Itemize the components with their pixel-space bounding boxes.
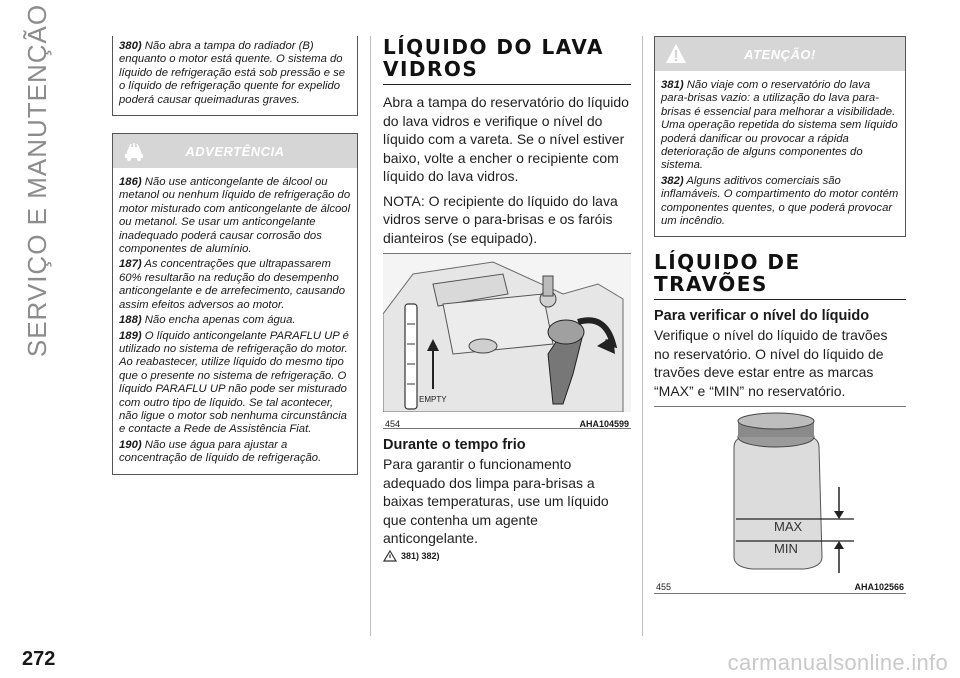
watermark-text: carmanualsonline.info <box>727 650 948 675</box>
figure-caption <box>383 417 631 429</box>
page-number: 272 <box>22 648 56 670</box>
coolant-warning-continuation <box>112 36 358 116</box>
item-text: Não abra a tampa do radiador (B) enquanto o motor está quente. O sistema do líquido de refrigeração está sob pressão e se o líquido de refrigeração quente for expelido poderá causar queimaduras graves. <box>119 40 346 106</box>
figure-code: AHA104599 <box>579 419 629 429</box>
car-warning-icon <box>123 140 145 162</box>
item-number: 188) <box>119 314 142 327</box>
column-left <box>112 36 358 475</box>
check-level-subheading: Para verificar o nível do líquido <box>654 308 870 325</box>
brake-fluid-heading: LÍQUIDO DE TRAVÕES <box>654 251 906 300</box>
item-number: 189) <box>119 329 142 342</box>
figure-number: 454 <box>385 419 401 429</box>
item-text: As concentrações que ultrapassarem 60% resultarão na redução do desempenho anticongelante e de arrefecimento, causando assim efeitos adversos ao motor. <box>119 258 346 311</box>
figure-455 <box>654 406 906 594</box>
empty-label: EMPTY <box>419 395 447 404</box>
warning-triangle-icon <box>383 550 397 562</box>
washer-paragraph: Abra a tampa do reservatório do líquido do lava vidros e verifique o nível do líquido com a vareta. Se o nível estiver baixo, volte a encher o recipiente com líquido do lava vidros. <box>383 94 629 184</box>
column-divider <box>370 36 371 636</box>
item-number: 382) <box>661 174 684 187</box>
item-number: 381) <box>661 79 684 91</box>
washer-fluid-heading: LÍQUIDO DO LAVA VIDROS <box>383 36 631 85</box>
reference-numbers: 381) 382) <box>401 550 440 561</box>
washer-note: NOTA: O recipiente do líquido do lava vidros serve o para-brisas e os faróis dianteiros (se equipado). <box>383 192 618 246</box>
figure-number: 455 <box>656 582 672 593</box>
attention-box <box>654 36 906 237</box>
item-text: Não use anticongelante de álcool ou metanol ou nenhum líquido de refrigeração do motor misturado com anticongelante de álcool ou metanol. Se usar um anticongelante inadequado poderá causar corrosão dos componentes de alumínio. <box>119 176 351 256</box>
warning-title: ADVERTÊNCIA <box>185 143 285 159</box>
cold-weather-paragraph: Para garantir o funcionamento adequado dos limpa para-brisas a baixas temperaturas, use um líquido que contenha um agente anticongelante. <box>383 456 609 546</box>
item-number: 190) <box>119 438 142 451</box>
warning-header <box>113 134 357 168</box>
item-number: 187) <box>119 258 142 271</box>
item-text: O líquido anticongelante PARAFLU UP é utilizado no sistema de refrigeração do motor. Ao reabastecer, utilize líquido do mesmo tipo que o presente no sistema de refrigeração. O líquido PARAFLU UP não pode ser misturado com outro tipo de líquido. Se tal acontecer, não ligue o motor sob nenhuma circunstância e contacte a Rede de Assistência Fiat. <box>119 329 349 436</box>
exclamation-warning-icon <box>665 43 687 65</box>
attention-header <box>655 37 905 71</box>
warning-box <box>112 133 358 475</box>
item-number: 380) <box>119 40 142 52</box>
max-mark-label: MAX <box>774 519 803 535</box>
column-right <box>654 36 906 594</box>
item-text: Não encha apenas com água. <box>144 314 296 327</box>
figure-caption <box>654 580 906 592</box>
attention-references <box>383 550 631 562</box>
item-text: Não use água para ajustar a concentração de líquido de refrigeração. <box>119 438 322 465</box>
column-middle <box>383 36 631 562</box>
column-divider <box>642 36 643 636</box>
figure-454 <box>383 253 631 429</box>
section-side-title <box>8 3 68 357</box>
attention-title: ATENÇÃO! <box>744 46 816 62</box>
washer-reservoir-illustration <box>383 254 631 412</box>
item-number: 186) <box>119 176 142 189</box>
figure-code: AHA102566 <box>854 582 904 593</box>
item-text: Alguns aditivos comerciais são inflamáveis. O compartimento do motor contém componentes quentes, o que poderá provocar um incêndio. <box>661 174 899 228</box>
brake-reservoir-illustration <box>654 407 906 575</box>
item-text: Não viaje com o reservatório do lava para-brisas vazio: a utilização do lava para-brisas é essencial para melhorar a visibilidade. Uma operação repetida do sistema sem líquido poderá danificar ou provocar a rápida deterioração de alguns componentes do sistema. <box>661 79 898 172</box>
cold-weather-subheading: Durante o tempo frio <box>383 437 526 453</box>
brake-paragraph: Verifique o nível do líquido de travões no reservatório. O nível do líquido de travões deve estar entre as marcas “MAX” e “MIN” no reservatório. <box>654 327 888 399</box>
section-title-text: SERVIÇO E MANUTENÇÃO <box>22 3 53 357</box>
min-mark-label: MIN <box>774 541 798 557</box>
